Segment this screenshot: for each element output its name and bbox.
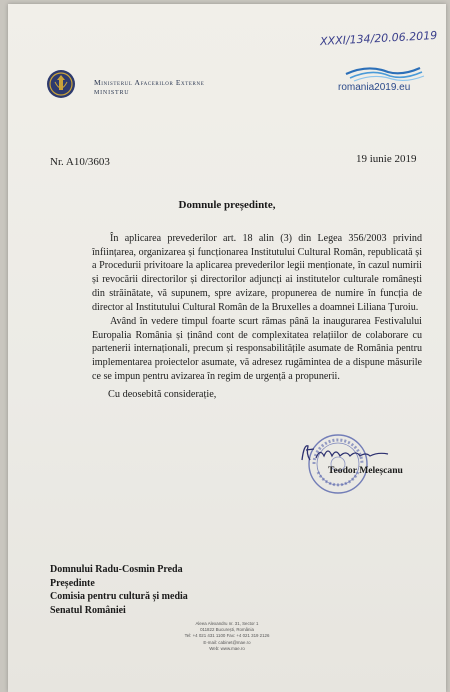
footer-website: Web: www.mae.ro — [209, 645, 245, 651]
signer-name: Teodor Meleșcanu — [328, 465, 403, 476]
romania-coat-of-arms-icon — [46, 68, 76, 100]
document-date: 19 iunie 2019 — [356, 153, 417, 165]
body-paragraph-1: În aplicarea prevederilor art. 18 alin (3) din Legea 356/2003 privind înființarea, organizarea și funcționarea Institutului Cultural Român, republicată și a Procedurii privitoare la aplicarea prevederilor legii menționate, în cazul numirii și revocării directorilor și directorilor adjuncți ai institutelor culturale românești din străinătate, vă supunem, spre avizare, propunerea de numire în funcția de director al Institutului Cultural Român de la Bruxelles a doamnei Liliana Țuroiu. — [92, 233, 422, 313]
romania-presidency-label: romania2019.eu — [338, 82, 411, 93]
handwritten-signature-icon — [298, 440, 398, 466]
body-paragraph-2: Având în vedere timpul foarte scurt rămas până la inaugurarea Festivalului Europalia România și ținând cont de complexitatea relațiilor de colaborare cu partenerii internaționali, precum și responsabilitățile asumate de România pentru implementarea proiectelor asumate, vă adresez rugămintea de a dispune măsurile ce se impun pentru avizarea în regim de urgență a propunerii. — [92, 316, 422, 382]
document-page — [8, 4, 446, 692]
ministry-name: Ministerul Afacerilor Externe — [94, 78, 205, 87]
footer-city: 011822 București, România — [200, 627, 254, 633]
recipient-title: Președinte — [50, 577, 95, 589]
footer-contact — [8, 621, 446, 652]
salutation: Domnule președinte, — [178, 199, 276, 211]
recipient-name: Domnului Radu-Cosmin Preda — [50, 564, 183, 575]
footer-email: E-mail: cabinet@mae.ro — [203, 639, 251, 645]
recipient-committee: Comisia pentru cultură și media — [50, 591, 188, 602]
document-number: Nr. A10/3603 — [50, 156, 110, 168]
closing-formula: Cu deosebită considerație, — [108, 389, 217, 400]
recipient-institution: Senatul României — [50, 604, 126, 616]
recipient-block — [50, 563, 188, 617]
handwritten-registration-note: XXXI/134/20.06.2019 — [319, 28, 438, 49]
footer-phone-fax: Tel: +4 021 431 1100 Fax: +4 021 319 2126 — [184, 633, 270, 639]
footer-address: Aleea Alexandru nr. 31, Sector 1 — [195, 621, 259, 626]
ministry-subtitle: MINISTRU — [94, 90, 130, 96]
